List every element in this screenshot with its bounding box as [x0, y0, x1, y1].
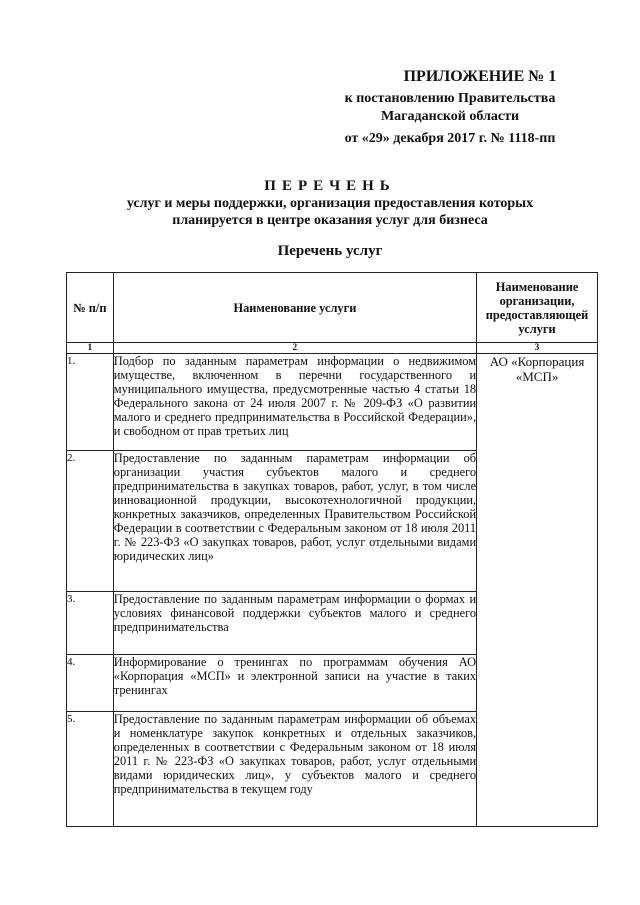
index-cell: 2 — [113, 343, 476, 354]
services-table — [66, 272, 598, 827]
service-name: Предоставление по заданным параметрам информации об организации участия субъектов малого и среднего предпринимательства в закупках товаров, работ, услуг, в том числе инновационной продукции, высокотехнологичной продукции, конкретных заказчиков, определенных Правительством Российской Федерации в соответствии с Федеральным законом от 18 июля 2011 г. № 223-ФЗ «О закупках товаров, работ, услуг отдельными видами юридических лиц» — [113, 451, 476, 592]
service-name: Предоставление по заданным параметрам информации о формах и условиях финансовой поддержки субъектов малого и среднего предпринимательства — [113, 592, 476, 655]
appendix-date: от «29» декабря 2017 г. № 1118-пп — [344, 131, 556, 146]
heading-title: ПЕРЕЧЕНЬ — [264, 178, 396, 194]
appendix-block — [300, 68, 600, 148]
service-name: Подбор по заданным параметрам информации о недвижимом имуществе, включенном в перечни государственного и муниципального имущества, предусмотренные частью 4 статьи 18 Федерального закона от 24 июля 2007 г. № 209-ФЗ «О развитии малого и среднего предпринимательства в Российской Федерации», и свободном от прав третьих лиц — [113, 354, 476, 451]
row-number: 3. — [67, 592, 114, 655]
table-header-row — [67, 273, 598, 343]
row-number: 4. — [67, 655, 114, 712]
appendix-line-2: Магаданской области — [380, 109, 520, 124]
table-row — [67, 354, 598, 451]
header-num: № п/п — [67, 273, 114, 343]
organization-name: АО «Корпорация «МСП» — [477, 354, 598, 827]
heading-line-2: планируется в центре оказания услуг для бизнеса — [172, 213, 488, 228]
row-number: 1. — [67, 354, 114, 451]
appendix-title: ПРИЛОЖЕНИЕ № 1 — [403, 68, 557, 85]
document-heading — [60, 178, 600, 229]
header-name: Наименование услуги — [113, 273, 476, 343]
index-cell: 3 — [477, 343, 598, 354]
service-name: Информирование о тренингах по программам обучения АО «Корпорация «МСП» и электронной записи на участие в таких тренингах — [113, 655, 476, 712]
heading-line-1: услуг и меры поддержки, организация предоставления которых — [126, 196, 534, 211]
service-name: Предоставление по заданным параметрам информации об объемах и номенклатуре закупок конкретных и отдельных заказчиков, определенных в соответствии с Федеральным законом от 18 июля 2011 г. № 223-ФЗ «О закупках товаров, работ, услуг отдельными видами юридических лиц», у субъектов малого и среднего предпринимательства в текущем году — [113, 712, 476, 827]
table-index-row — [67, 343, 598, 354]
appendix-line-1: к постановлению Правительства — [344, 91, 556, 106]
row-number: 5. — [67, 712, 114, 827]
row-number: 2. — [67, 451, 114, 592]
header-org: Наименование организации, предоставляющей услуги — [477, 273, 598, 343]
index-cell: 1 — [67, 343, 114, 354]
services-list-title: Перечень услуг — [277, 243, 383, 259]
